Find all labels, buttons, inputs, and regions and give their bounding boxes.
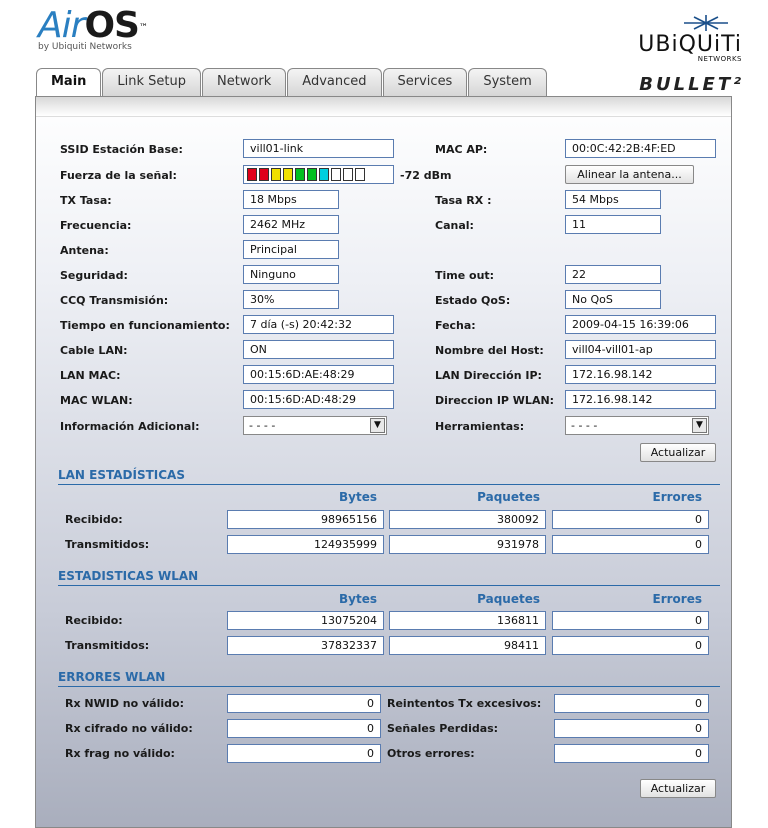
rx-crypt-label: Rx cifrado no válido: — [65, 722, 193, 735]
wlan-mac-value: 00:15:6D:AD:48:29 — [243, 390, 394, 409]
mac-ap-value: 00:0C:42:2B:4F:ED — [565, 139, 716, 158]
wlan-tx-packets: 98411 — [389, 636, 546, 655]
trademark-mark: ™ — [138, 23, 147, 33]
lan-cable-label: Cable LAN: — [60, 344, 128, 357]
lan-tx-errors: 0 — [552, 535, 709, 554]
mac-ap-label: MAC AP: — [435, 143, 488, 156]
lan-stats-title: LAN ESTADÍSTICAS — [58, 468, 720, 485]
lan-tx-bytes: 124935999 — [227, 535, 384, 554]
frequency-value: 2462 MHz — [243, 215, 339, 234]
antenna-value: Principal — [243, 240, 339, 259]
tx-rate-value: 18 Mbps — [243, 190, 339, 209]
date-value: 2009-04-15 16:39:06 — [565, 315, 716, 334]
hostname-label: Nombre del Host: — [435, 344, 544, 357]
frequency-label: Frecuencia: — [60, 219, 132, 232]
align-antenna-button[interactable]: Alinear la antena... — [565, 165, 694, 184]
signal-segment — [319, 168, 329, 181]
lan-mac-value: 00:15:6D:AE:48:29 — [243, 365, 394, 384]
wlan-rx-bytes: 13075204 — [227, 611, 384, 630]
tools-select-value: - - - - — [571, 419, 598, 432]
lan-tx-packets: 931978 — [389, 535, 546, 554]
extra-info-select-value: - - - - — [249, 419, 276, 432]
lan-rx-errors: 0 — [552, 510, 709, 529]
signal-label: Fuerza de la señal: — [60, 169, 177, 182]
rx-crypt-value: 0 — [227, 719, 381, 738]
wlan-ip-value: 172.16.98.142 — [565, 390, 716, 409]
tools-select[interactable] — [565, 416, 709, 435]
rx-rate-value: 54 Mbps — [565, 190, 661, 209]
main-tabs — [36, 68, 548, 96]
tab-link-setup[interactable]: Link Setup — [102, 68, 201, 96]
lan-col-errors: Errores — [652, 490, 702, 504]
channel-value: 11 — [565, 215, 661, 234]
tools-label: Herramientas: — [435, 420, 525, 433]
tab-main[interactable]: Main — [36, 68, 101, 96]
rx-nwid-label: Rx NWID no válido: — [65, 697, 184, 710]
ssid-label: SSID Estación Base: — [60, 143, 183, 156]
signal-segment — [271, 168, 281, 181]
ccq-value: 30% — [243, 290, 339, 309]
security-label: Seguridad: — [60, 269, 128, 282]
qos-value: No QoS — [565, 290, 661, 309]
signal-segment — [295, 168, 305, 181]
lan-col-packets: Paquetes — [477, 490, 540, 504]
extra-info-label: Información Adicional: — [60, 420, 200, 433]
uptime-value: 7 día (-s) 20:42:32 — [243, 315, 394, 334]
refresh-stats-button[interactable]: Actualizar — [640, 779, 716, 798]
ubiquiti-star-icon — [676, 14, 736, 32]
ubiquiti-logo — [638, 14, 742, 63]
lan-cable-value: ON — [243, 340, 394, 359]
wlan-errors-title: ERRORES WLAN — [58, 670, 720, 687]
wlan-tx-bytes: 37832337 — [227, 636, 384, 655]
wlan-mac-label: MAC WLAN: — [60, 394, 133, 407]
date-label: Fecha: — [435, 319, 476, 332]
tx-rate-label: TX Tasa: — [60, 194, 112, 207]
lan-ip-value: 172.16.98.142 — [565, 365, 716, 384]
missed-beacons-value: 0 — [554, 719, 709, 738]
signal-dbm: -72 dBm — [400, 169, 452, 182]
signal-strength-bar — [243, 165, 394, 184]
wlan-col-errors: Errores — [652, 592, 702, 606]
airos-logo — [38, 5, 147, 52]
signal-segment — [355, 168, 365, 181]
chevron-down-icon: ▼ — [692, 418, 707, 433]
tab-system[interactable]: System — [468, 68, 546, 96]
signal-segment — [343, 168, 353, 181]
wlan-rx-label: Recibido: — [65, 614, 123, 627]
signal-segment — [331, 168, 341, 181]
extra-info-select[interactable] — [243, 416, 387, 435]
ubiquiti-wordmark: UBiQUiTi — [638, 32, 742, 57]
missed-beacons-label: Señales Perdidas: — [387, 722, 499, 735]
tx-retries-label: Reintentos Tx excesivos: — [387, 697, 542, 710]
wlan-stats-title: ESTADISTICAS WLAN — [58, 569, 720, 586]
security-value: Ninguno — [243, 265, 339, 284]
tab-advanced[interactable]: Advanced — [287, 68, 381, 96]
uptime-label: Tiempo en funcionamiento: — [60, 319, 230, 332]
lan-col-bytes: Bytes — [339, 490, 377, 504]
lan-rx-packets: 380092 — [389, 510, 546, 529]
timeout-value: 22 — [565, 265, 661, 284]
chevron-down-icon: ▼ — [370, 418, 385, 433]
airos-logo-air: Air — [38, 5, 85, 46]
ssid-value: vill01-link — [243, 139, 394, 158]
lan-ip-label: LAN Dirección IP: — [435, 369, 542, 382]
bullet-product-logo: BULLET² — [639, 74, 744, 95]
wlan-col-packets: Paquetes — [477, 592, 540, 606]
tab-network[interactable]: Network — [202, 68, 286, 96]
rx-nwid-value: 0 — [227, 694, 381, 713]
other-errors-label: Otros errores: — [387, 747, 475, 760]
panel-top-bar — [36, 97, 731, 117]
timeout-label: Time out: — [435, 269, 495, 282]
networks-text: NETWORKS — [697, 55, 742, 63]
rx-rate-label: Tasa RX : — [435, 194, 492, 207]
tab-services[interactable]: Services — [383, 68, 468, 96]
lan-rx-label: Recibido: — [65, 513, 123, 526]
rx-frag-value: 0 — [227, 744, 381, 763]
lan-rx-bytes: 98965156 — [227, 510, 384, 529]
ccq-label: CCQ Transmisión: — [60, 294, 169, 307]
wlan-tx-errors: 0 — [552, 636, 709, 655]
rx-frag-label: Rx frag no válido: — [65, 747, 175, 760]
lan-mac-label: LAN MAC: — [60, 369, 121, 382]
wlan-ip-label: Direccion IP WLAN: — [435, 394, 555, 407]
wlan-rx-errors: 0 — [552, 611, 709, 630]
refresh-status-button[interactable]: Actualizar — [640, 443, 716, 462]
signal-segment — [307, 168, 317, 181]
channel-label: Canal: — [435, 219, 474, 232]
wlan-tx-label: Transmitidos: — [65, 639, 150, 652]
qos-label: Estado QoS: — [435, 294, 511, 307]
tx-retries-value: 0 — [554, 694, 709, 713]
signal-segment — [259, 168, 269, 181]
other-errors-value: 0 — [554, 744, 709, 763]
main-panel — [35, 96, 732, 828]
wlan-col-bytes: Bytes — [339, 592, 377, 606]
signal-segment — [283, 168, 293, 181]
antenna-label: Antena: — [60, 244, 109, 257]
wlan-rx-packets: 136811 — [389, 611, 546, 630]
hostname-value: vill04-vill01-ap — [565, 340, 716, 359]
signal-segment — [247, 168, 257, 181]
lan-tx-label: Transmitidos: — [65, 538, 150, 551]
by-ubiquiti-text: by Ubiquiti Networks — [38, 42, 132, 52]
airos-logo-os: OS — [84, 5, 139, 46]
